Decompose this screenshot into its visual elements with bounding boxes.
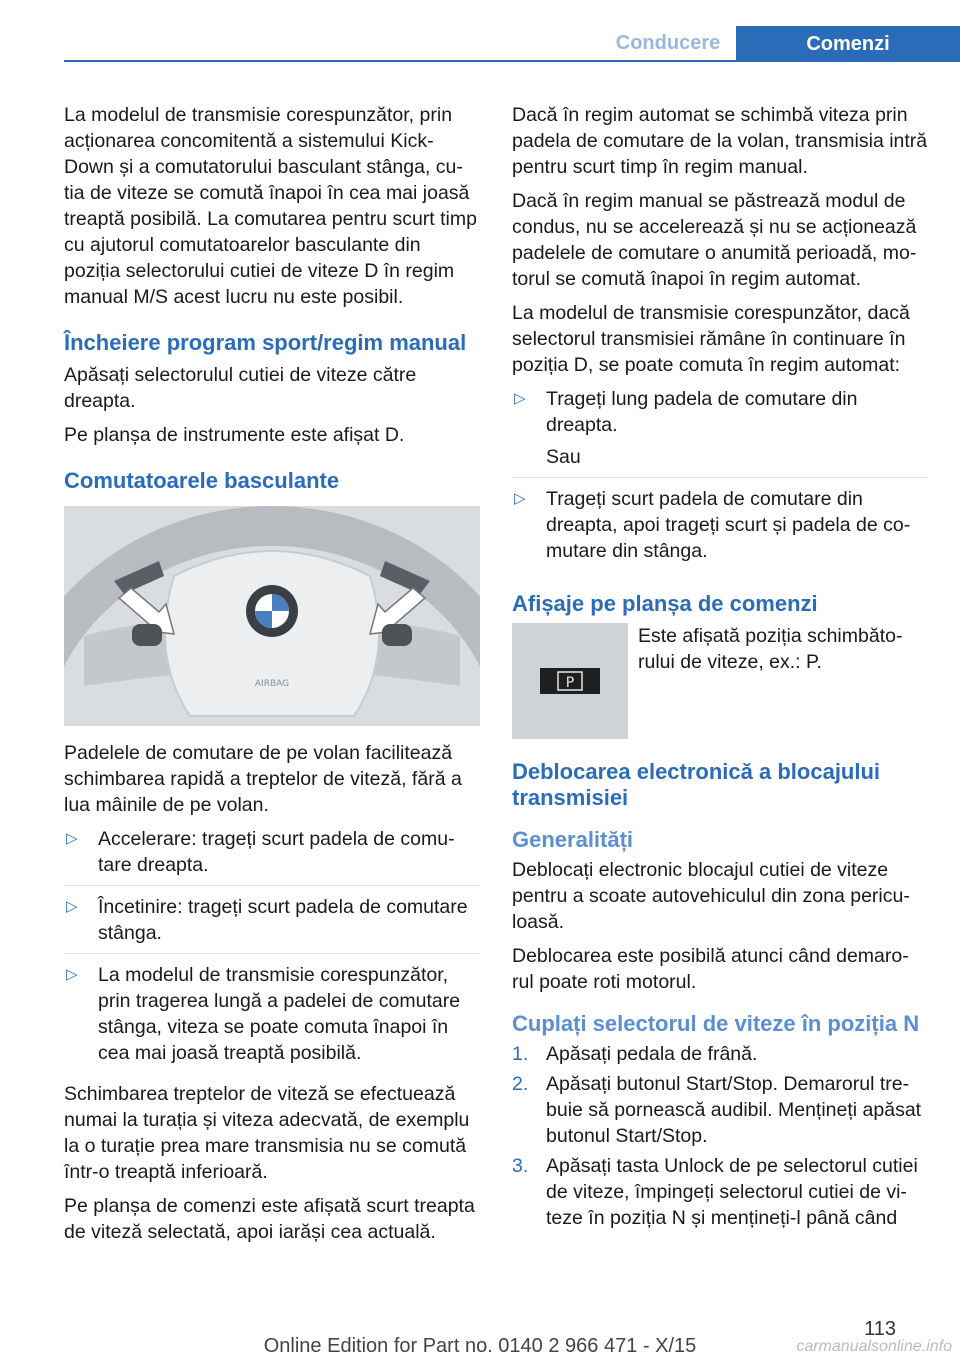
triangle-bullet-icon: ▷ xyxy=(514,390,526,407)
triangle-bullet-icon: ▷ xyxy=(66,830,78,847)
tab-conducere[interactable]: Conducere xyxy=(615,31,721,54)
tab-comenzi[interactable]: Comenzi xyxy=(736,26,960,62)
list-item: 3. Apăsați tasta Unlock de pe selectorul cutiei de viteze, împingeți selectorul cutiei de vi-teze în poziția N și mențineți-l până când xyxy=(512,1155,918,1229)
list-item: ▷ Încetinire: trageți scurt padela de comutare stânga. xyxy=(64,894,480,954)
svg-text:P: P xyxy=(565,675,575,691)
left-column xyxy=(64,102,480,1253)
steps-list xyxy=(512,1041,928,1231)
paragraph: Deblocarea este posibilă atunci când demaro-rul poate roti motorul. xyxy=(512,945,909,993)
paddle-bullet-list xyxy=(64,826,480,1073)
paragraph: Padelele de comutare de pe volan facilitează schimbarea rapidă a treptelor de viteză, fără a lua mâinile de pe volan. xyxy=(64,742,462,816)
auto-mode-bullet-list xyxy=(512,386,928,571)
right-column xyxy=(512,102,928,1235)
edition-footer: Online Edition for Part no. 0140 2 966 471 - X/15 xyxy=(263,1335,697,1357)
page-number: 113 xyxy=(864,1318,896,1340)
paragraph: Pe planșa de comenzi este afișată scurt treapta de viteză selectată, apoi iarăși cea actuală. xyxy=(64,1195,475,1243)
gear-display-image xyxy=(512,623,628,739)
header-rule xyxy=(64,60,960,62)
heading-incheiere-program: Încheiere program sport/regim manual xyxy=(64,330,467,355)
list-item: ▷ Accelerare: trageți scurt padela de comu-tare dreapta. xyxy=(64,826,480,886)
paragraph: Dacă în regim manual se păstrează modul de condus, nu se accelerează și nu se acționează padelele de comutare o anumită perioadă, mo-torul se comută înapoi în regim automat. xyxy=(512,190,917,290)
display-caption: Este afișată poziția schimbăto-rului de viteze, ex.: P. xyxy=(638,625,903,673)
triangle-bullet-icon: ▷ xyxy=(66,898,78,915)
list-item: 2. Apăsați butonul Start/Stop. Demarorul tre-buie să pornească audibil. Mențineți apăsat butonul Start/Stop. xyxy=(512,1073,922,1147)
heading-afisaje: Afișaje pe planșa de comenzi xyxy=(512,591,818,616)
svg-text:AIRBAG: AIRBAG xyxy=(254,679,290,689)
triangle-bullet-icon: ▷ xyxy=(66,966,78,983)
paragraph: Apăsați selectorulul cutiei de viteze către dreapta. xyxy=(64,364,417,412)
display-example xyxy=(512,623,928,739)
heading-cuplati-selectorul: Cuplați selectorul de viteze în poziția N xyxy=(512,1011,920,1036)
list-item: 1. Apăsați pedala de frână. xyxy=(512,1043,758,1065)
paragraph: Schimbarea treptelor de viteză se efectuează numai la turația și viteza adecvată, de exemplu la o turație prea mare transmisia nu se comută într-o treaptă inferioară. xyxy=(64,1083,470,1183)
triangle-bullet-icon: ▷ xyxy=(514,490,526,507)
paragraph: Deblocați electronic blocajul cutiei de viteze pentru a scoate autovehiculul din zona pericu-loasă. xyxy=(512,859,910,933)
heading-deblocarea: Deblocarea electronică a blocajului transmisiei xyxy=(512,759,881,810)
heading-generalitati: Generalități xyxy=(512,827,634,852)
paragraph: La modelul de transmisie corespunzător, prin acționarea concomitentă a sistemului Kick-Down și a comutatorului basculant stânga, cu-tia de viteze se comută înapoi în cea mai joasă treaptă posibilă. La comutarea pentru scurt timp cu ajutorul comutatoarelor basculante din poziția selectorului cutiei de viteze D în regim manual M/S acest lucru nu este posibil. xyxy=(64,104,477,308)
steering-wheel-image xyxy=(64,506,480,726)
paragraph: La modelul de transmisie corespunzător, dacă selectorul transmisiei rămâne în continuare în poziția D, se poate comuta în regim automat: xyxy=(512,302,910,376)
list-item: ▷ Trageți scurt padela de comutare din dreapta, apoi trageți scurt și padela de co-mutare din stânga. xyxy=(514,488,911,562)
list-item: ▷ Trageți lung padela de comutare din dreapta. Sau xyxy=(512,386,928,478)
paragraph: Dacă în regim automat se schimbă viteza prin padela de comutare de la volan, transmisia intră pentru scurt timp în regim manual. xyxy=(512,104,928,178)
list-item: ▷ La modelul de transmisie corespunzător, prin tragerea lungă a padelei de comutare stânga, viteza se poate comuta înapoi în cea mai joasă treaptă posibilă. xyxy=(66,964,461,1064)
steering-wheel-illustration xyxy=(64,506,480,726)
watermark: carmanualsonline.info xyxy=(796,1338,952,1355)
paragraph: Pe planșa de instrumente este afișat D. xyxy=(64,424,405,446)
heading-comutatoare-basculante: Comutatoarele basculante xyxy=(64,468,340,493)
